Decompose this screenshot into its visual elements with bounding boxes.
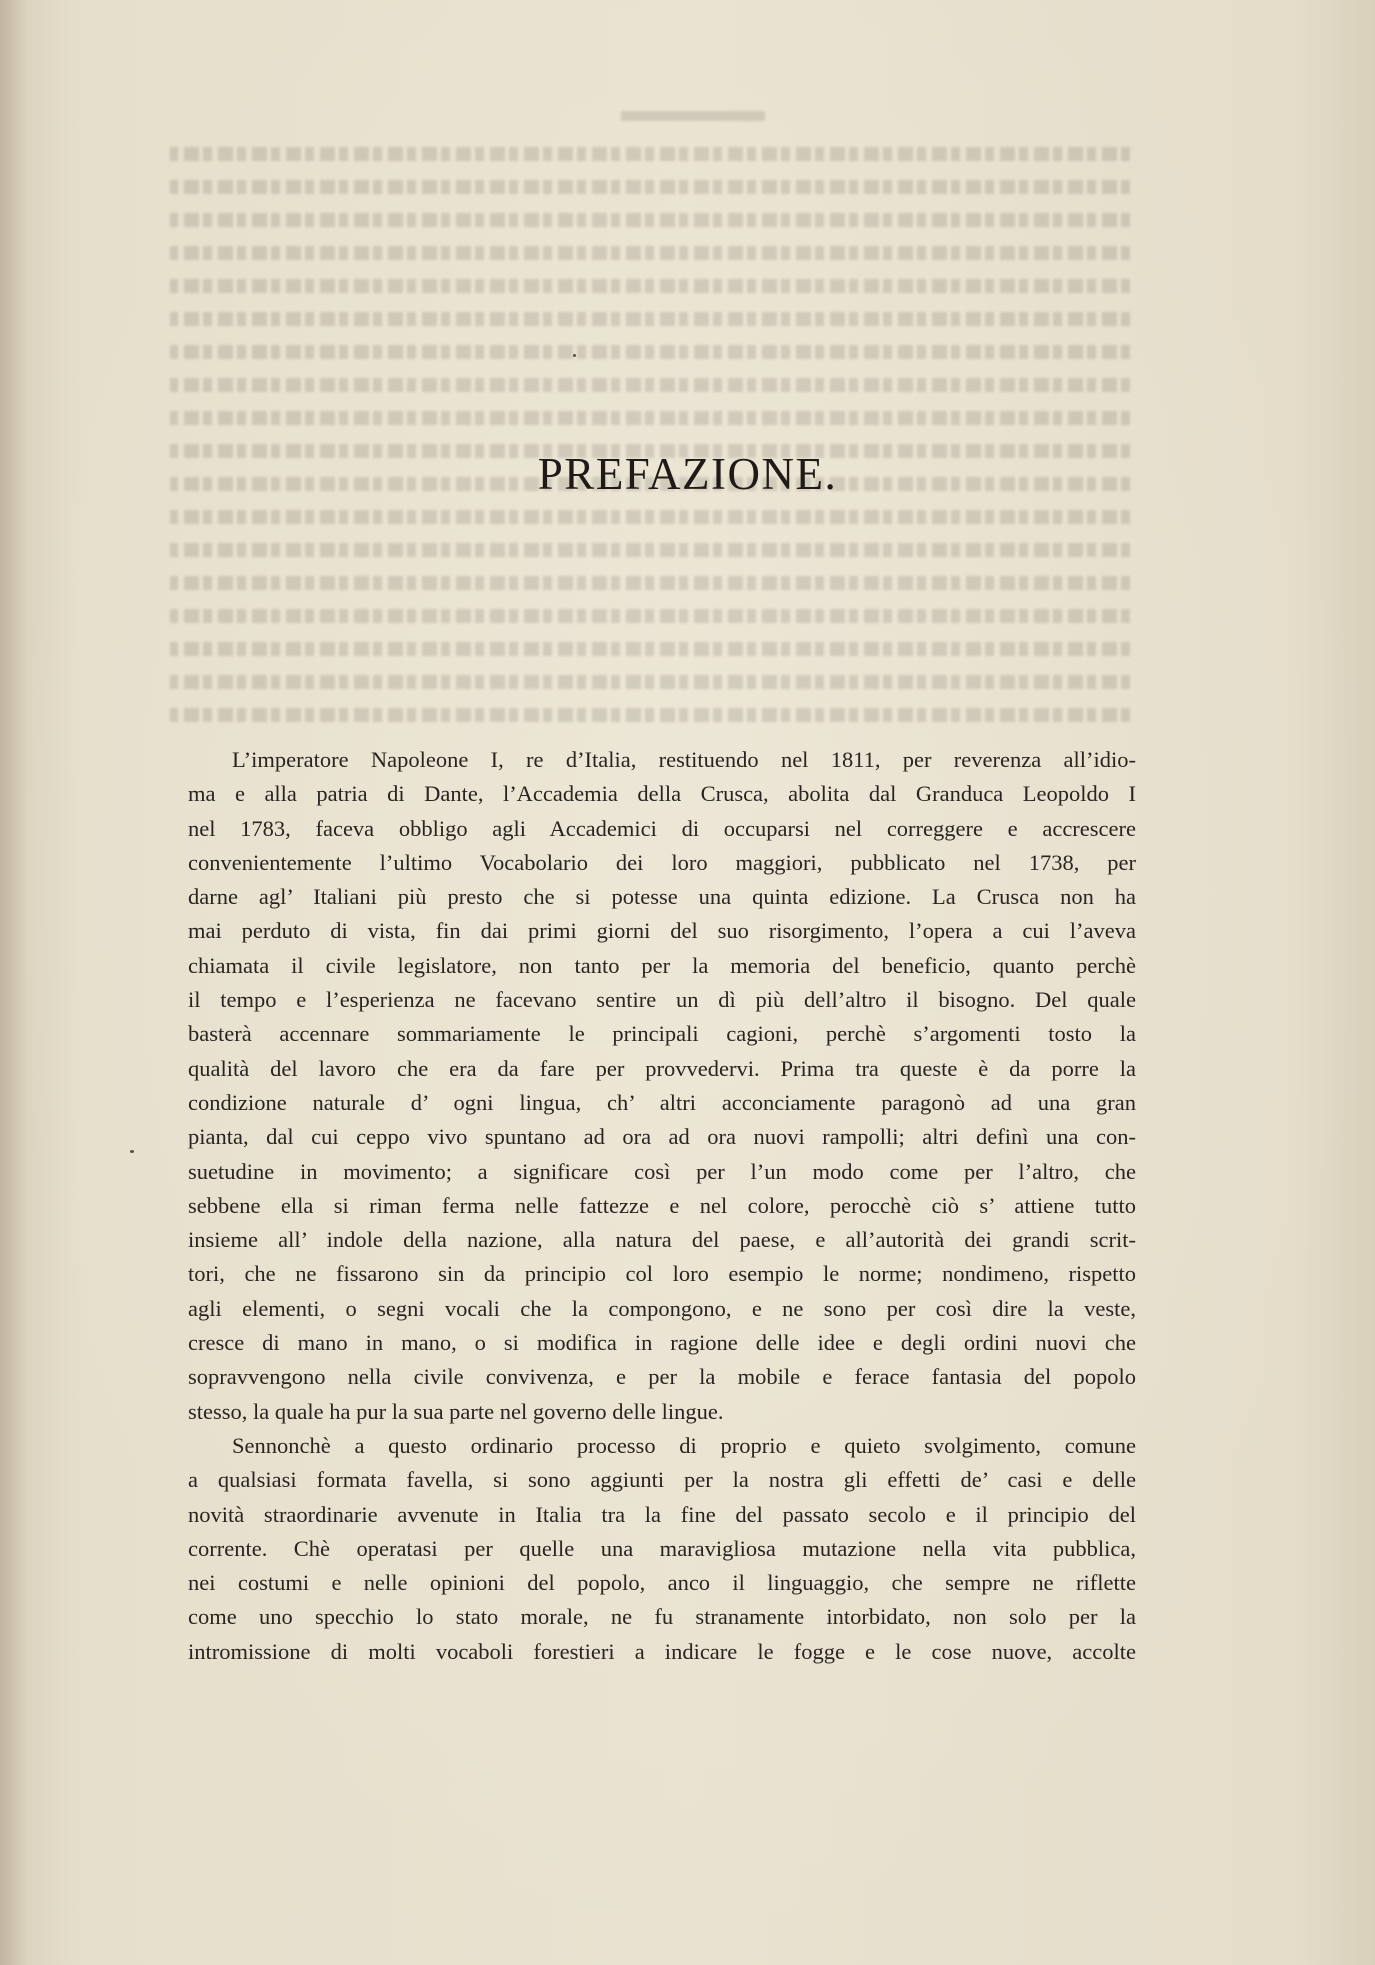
text-line: novità straordinarie avvenute in Italia tra la fine del passato secolo e il principio del bbox=[188, 1501, 1136, 1527]
text-line: nei costumi e nelle opinioni del popolo, anco il linguaggio, che sempre ne riflette bbox=[188, 1570, 1136, 1596]
text-line: suetudine in movimento; a significare così per l’un modo come per l’altro, che bbox=[188, 1158, 1136, 1184]
text-line: a qualsiasi formata favella, si sono aggiunti per la nostra gli effetti de’ casi e delle bbox=[188, 1467, 1136, 1493]
text-line: ma e alla patria di Dante, l’Accademia della Crusca, abolita dal Granduca Leopoldo I bbox=[188, 781, 1136, 807]
text-line: tori, che ne fissarono sin da principio col loro esempio le norme; nondimeno, rispetto bbox=[188, 1261, 1136, 1287]
text-line: cresce di mano in mano, o si modifica in ragione delle idee e degli ordini nuovi che bbox=[188, 1330, 1136, 1356]
text-line: qualità del lavoro che era da fare per provvedervi. Prima tra queste è da porre la bbox=[188, 1055, 1136, 1081]
text-line: Sennonchè a questo ordinario processo di proprio e quieto svolgimento, comune bbox=[232, 1432, 1136, 1458]
text-line: condizione naturale d’ ogni lingua, ch’ altri acconciamente paragonò ad una gran bbox=[188, 1089, 1136, 1115]
text-line: il tempo e l’esperienza ne facevano sentire un dì più dell’altro il bisogno. Del quale bbox=[188, 987, 1136, 1013]
text-line: chiamata il civile legislatore, non tanto per la memoria del beneficio, quanto perchè bbox=[188, 952, 1136, 978]
text-line: corrente. Chè operatasi per quelle una maravigliosa mutazione nella vita pubblica, bbox=[188, 1535, 1136, 1561]
text-line: nel 1783, faceva obbligo agli Accademici di occuparsi nel correggere e accrescere bbox=[188, 815, 1136, 841]
text-line: pianta, dal cui ceppo vivo spuntano ad ora ad ora nuovi rampolli; altri definì una con- bbox=[188, 1124, 1136, 1150]
text-line: sopravvengono nella civile convivenza, e per la mobile e ferace fantasia del popolo bbox=[188, 1364, 1136, 1390]
bleed-through-text bbox=[170, 105, 1130, 745]
page-title: PREFAZIONE. bbox=[537, 449, 838, 499]
paragraph-2 bbox=[188, 1429, 1136, 1669]
text-line: come uno specchio lo stato morale, ne fu stranamente intorbidato, non solo per la bbox=[188, 1604, 1136, 1630]
text-line: mai perduto di vista, fin dai primi giorni del suo risorgimento, l’opera a cui l’aveva bbox=[188, 918, 1136, 944]
text-line: sebbene ella si riman ferma nelle fattezze e nel colore, perocchè ciò s’ attiene tutto bbox=[188, 1192, 1136, 1218]
text-line: darne agl’ Italiani più presto che si potesse una quinta edizione. La Crusca non ha bbox=[188, 884, 1136, 910]
text-line: convenientemente l’ultimo Vocabolario dei loro maggiori, pubblicato nel 1738, per bbox=[188, 849, 1136, 875]
preface-body bbox=[188, 743, 1136, 1669]
text-line: stesso, la quale ha pur la sua parte nel governo delle lingue. bbox=[188, 1398, 724, 1424]
ink-speck bbox=[130, 1150, 134, 1153]
text-line: agli elementi, o segni vocali che la compongono, e ne sono per così dire la veste, bbox=[188, 1295, 1136, 1321]
paragraph-1 bbox=[188, 743, 1136, 1429]
text-line: L’imperatore Napoleone I, re d’Italia, restituendo nel 1811, per reverenza all’idio- bbox=[232, 747, 1136, 772]
text-line: intromissione di molti vocaboli forestieri a indicare le fogge e le cose nuove, accolte bbox=[188, 1638, 1136, 1664]
text-line: basterà accennare sommariamente le principali cagioni, perchè s’argomenti tosto la bbox=[188, 1021, 1136, 1047]
text-line: insieme all’ indole della nazione, alla natura del paese, e all’autorità dei grandi scrit- bbox=[188, 1227, 1136, 1253]
spine-shadow bbox=[0, 0, 28, 1965]
ink-speck bbox=[573, 354, 576, 357]
